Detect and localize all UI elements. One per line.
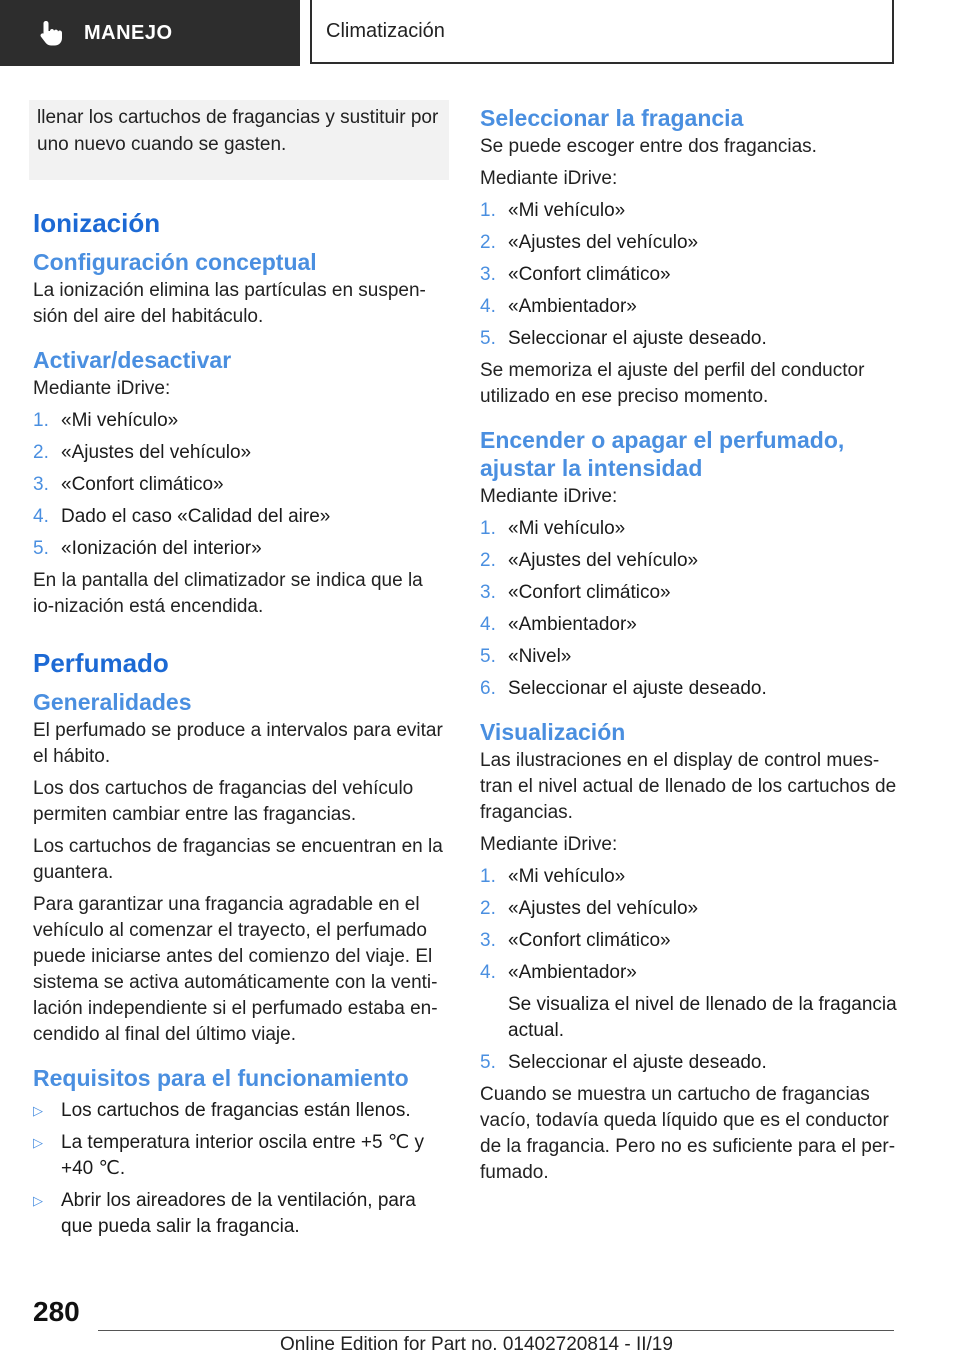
idrive-label: Mediante iDrive: <box>480 834 618 855</box>
list-item: 5. Seleccionar el ajuste deseado. <box>480 1052 767 1073</box>
hand-pointer-icon <box>36 18 66 48</box>
idrive-label: Mediante iDrive: <box>480 486 618 507</box>
list-item: 6. Seleccionar el ajuste deseado. <box>480 678 767 699</box>
section-tab[interactable] <box>0 0 300 66</box>
select-after: Se memoriza el ajuste del perfil del conductor utilizado en ese preciso momento. <box>480 360 865 407</box>
triangle-bullet-icon: ▷ <box>33 1135 43 1150</box>
list-item: 3. «Confort climático» <box>480 582 671 603</box>
step-note: Se visualiza el nivel de llenado de la fragancia actual. <box>508 994 897 1041</box>
page-header <box>0 0 960 66</box>
page-number: 280 <box>33 1296 80 1327</box>
general-paragraph: El perfumado se produce a intervalos para evitar el hábito. <box>33 720 443 767</box>
ionizacion-heading: Ionización <box>33 208 161 238</box>
list-item: 3. «Confort climático» <box>480 264 671 285</box>
list-item: 4. «Ambientador» Se visualiza el nivel de llenado de la fragancia actual. <box>480 960 900 1044</box>
right-column <box>480 100 900 1192</box>
list-item: ▷ Abrir los aireadores de la ventilación, para que pueda salir la fragancia. <box>33 1188 449 1240</box>
list-item: 3. «Confort climático» <box>480 930 671 951</box>
idrive-label: Mediante iDrive: <box>480 168 618 189</box>
general-paragraph: Para garantizar una fragancia agradable en el vehículo al comenzar el trayecto, el perfumado puede iniciarse antes del comienzo del viaje. El sistema se activa automáticamente con la venti-lación independiente si el perfumado estaba en-cendido al final del último viaje. <box>33 894 438 1045</box>
ionizacion-steps <box>33 408 449 562</box>
list-item: 5. «Nivel» <box>480 646 572 667</box>
list-item: 5. «Ionización del interior» <box>33 538 262 559</box>
requirements-heading: Requisitos para el funcionamiento <box>33 1065 409 1091</box>
continuation-box <box>29 100 449 180</box>
list-item: 2. «Ajustes del vehículo» <box>480 232 699 253</box>
onoff-steps <box>480 516 900 702</box>
select-heading: Seleccionar la fragancia <box>480 105 744 131</box>
list-item: 5. Seleccionar el ajuste deseado. <box>480 328 767 349</box>
list-item: 1. «Mi vehículo» <box>480 866 626 887</box>
activate-heading: Activar/desactivar <box>33 347 232 373</box>
triangle-bullet-icon: ▷ <box>33 1193 43 1208</box>
visual-heading: Visualización <box>480 719 626 745</box>
list-item: 4. «Ambientador» <box>480 296 637 317</box>
onoff-heading: Encender o apagar el perfumado, ajustar la intensidad <box>480 427 845 481</box>
footer-divider <box>98 1330 894 1331</box>
continuation-text: llenar los cartuchos de fragancias y sustituir por uno nuevo cuando se gasten. <box>37 107 439 155</box>
visual-intro: Las ilustraciones en el display de control mues-tran el nivel actual de llenado de los cartuchos de fragancias. <box>480 750 897 823</box>
general-paragraph: Los dos cartuchos de fragancias del vehículo permiten cambiar entre las fragancias. <box>33 778 414 825</box>
select-intro: Se puede escoger entre dos fragancias. <box>480 136 817 157</box>
list-item: 2. «Ajustes del vehículo» <box>480 550 699 571</box>
section-label: MANEJO <box>84 21 173 44</box>
list-item: 4. Dado el caso «Calidad del aire» <box>33 506 331 527</box>
list-item: 4. «Ambientador» <box>480 614 637 635</box>
perfumado-heading: Perfumado <box>33 648 169 678</box>
list-item: 1. «Mi vehículo» <box>33 410 179 431</box>
footer-edition: Online Edition for Part no. 01402720814 - II/19 <box>280 1334 673 1355</box>
list-item: 2. «Ajustes del vehículo» <box>480 898 699 919</box>
general-paragraph: Los cartuchos de fragancias se encuentran en la guantera. <box>33 836 443 883</box>
list-item: ▷ Los cartuchos de fragancias están llenos. <box>33 1098 449 1124</box>
visual-steps <box>480 864 900 1076</box>
list-item: 1. «Mi vehículo» <box>480 518 626 539</box>
left-column <box>33 100 449 1246</box>
list-item: ▷ La temperatura interior oscila entre +5 ℃ y +40 ℃. <box>33 1130 449 1182</box>
chapter-label: Climatización <box>326 19 445 42</box>
ionizacion-after: En la pantalla del climatizador se indica que la io-nización está encendida. <box>33 570 423 617</box>
idrive-label: Mediante iDrive: <box>33 378 171 399</box>
triangle-bullet-icon: ▷ <box>33 1103 43 1118</box>
chapter-tab[interactable] <box>310 0 894 64</box>
concept-heading: Configuración conceptual <box>33 249 317 275</box>
list-item: 3. «Confort climático» <box>33 474 224 495</box>
general-heading: Generalidades <box>33 689 192 715</box>
list-item: 2. «Ajustes del vehículo» <box>33 442 252 463</box>
select-steps <box>480 198 900 352</box>
requirements-list <box>33 1098 449 1240</box>
visual-after: Cuando se muestra un cartucho de fragancias vacío, todavía queda líquido que es el conductor de la fragancia. Pero no es suficiente para el per-fumado. <box>480 1084 896 1183</box>
concept-text: La ionización elimina las partículas en suspen-sión del aire del habitáculo. <box>33 280 426 327</box>
list-item: 1. «Mi vehículo» <box>480 200 626 221</box>
